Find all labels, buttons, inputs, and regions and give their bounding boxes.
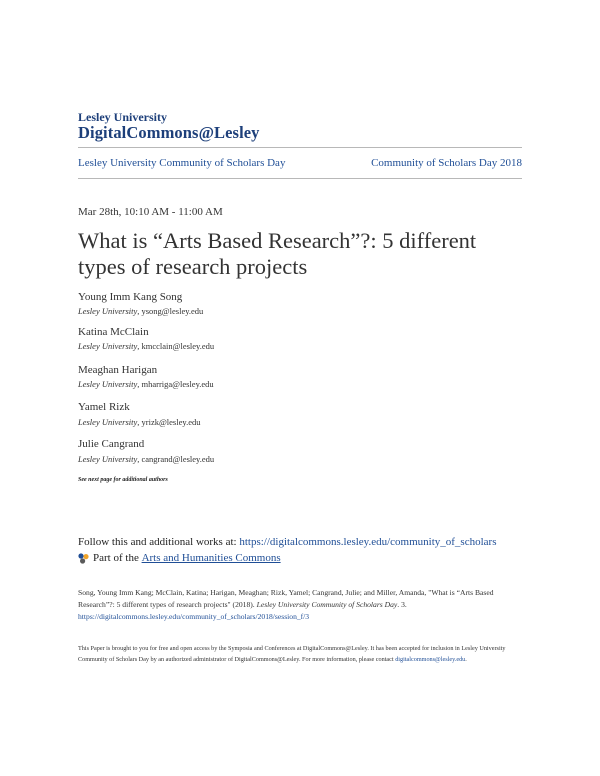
author-name: Katina McClain <box>78 326 149 338</box>
author-email: , mharriga@lesley.edu <box>137 379 214 389</box>
citation-end: . 3. <box>397 600 407 609</box>
notice-end: . <box>465 655 467 663</box>
citation-block <box>78 587 522 623</box>
part-of-label: Part of the <box>93 552 139 564</box>
follow-label: Follow this and additional works at: <box>78 536 240 548</box>
follow-line <box>78 536 496 548</box>
author-name: Yamel Rizk <box>78 401 130 413</box>
collection-link-right[interactable]: Community of Scholars Day 2018 <box>371 157 522 169</box>
part-of-line <box>78 552 281 564</box>
author-email: , kmcclain@lesley.edu <box>137 341 215 351</box>
author-affiliation <box>78 454 214 464</box>
author-affiliation <box>78 306 203 316</box>
repository-institution: Lesley University <box>78 110 167 124</box>
author-institution: Lesley University <box>78 341 138 351</box>
author-affiliation <box>78 379 214 389</box>
citation-series: Lesley University Community of Scholars Day <box>256 600 398 609</box>
author-institution: Lesley University <box>78 417 138 427</box>
author-affiliation <box>78 341 214 351</box>
author-institution: Lesley University <box>78 379 138 389</box>
paper-title: What is “Arts Based Research”?: 5 different types of research projects <box>78 228 477 279</box>
access-notice <box>78 644 522 665</box>
notice-text: This Paper is brought to you for free and open access by the Symposia and Conferences at DigitalCommons@Lesley. It has been accepted for inclusion in Lesley University Community of Scholars Day by an authorized administrator of DigitalCommons@Lesley. For more information, please contact <box>78 645 506 663</box>
header-divider-bottom <box>78 178 522 179</box>
arts-humanities-commons-link[interactable]: Arts and Humanities Commons <box>141 552 281 564</box>
network-commons-icon <box>78 553 89 564</box>
follow-url-link[interactable]: https://digitalcommons.lesley.edu/community_of_scholars <box>239 536 497 548</box>
see-next-page-note: See next page for additional authors <box>78 477 168 483</box>
author-email: , ysong@lesley.edu <box>137 306 204 316</box>
header-divider-top <box>78 147 522 148</box>
author-email: , yrizk@lesley.edu <box>137 417 201 427</box>
contact-email-link[interactable]: digitalcommons@lesley.edu <box>395 655 466 663</box>
author-institution: Lesley University <box>78 454 138 464</box>
author-institution: Lesley University <box>78 306 138 316</box>
author-email: , cangrand@lesley.edu <box>137 454 215 464</box>
author-name: Meaghan Harigan <box>78 364 158 376</box>
collection-link-left[interactable]: Lesley University Community of Scholars Day <box>78 157 286 169</box>
author-affiliation <box>78 417 200 427</box>
author-name: Julie Cangrand <box>78 438 145 450</box>
citation-text: Song, Young Imm Kang; McClain, Katina; Harigan, Meaghan; Rizk, Yamel; Cangrand, Julie; and Miller, Amanda, "What is “Arts Based Research”?: 5 different types of research projects" (2018). <box>78 588 494 609</box>
citation-url-link[interactable]: https://digitalcommons.lesley.edu/community_of_scholars/2018/session_f/3 <box>78 612 310 621</box>
event-datetime: Mar 28th, 10:10 AM - 11:00 AM <box>78 206 223 218</box>
repository-name[interactable]: DigitalCommons@Lesley <box>78 123 260 142</box>
author-name: Young Imm Kang Song <box>78 291 183 303</box>
